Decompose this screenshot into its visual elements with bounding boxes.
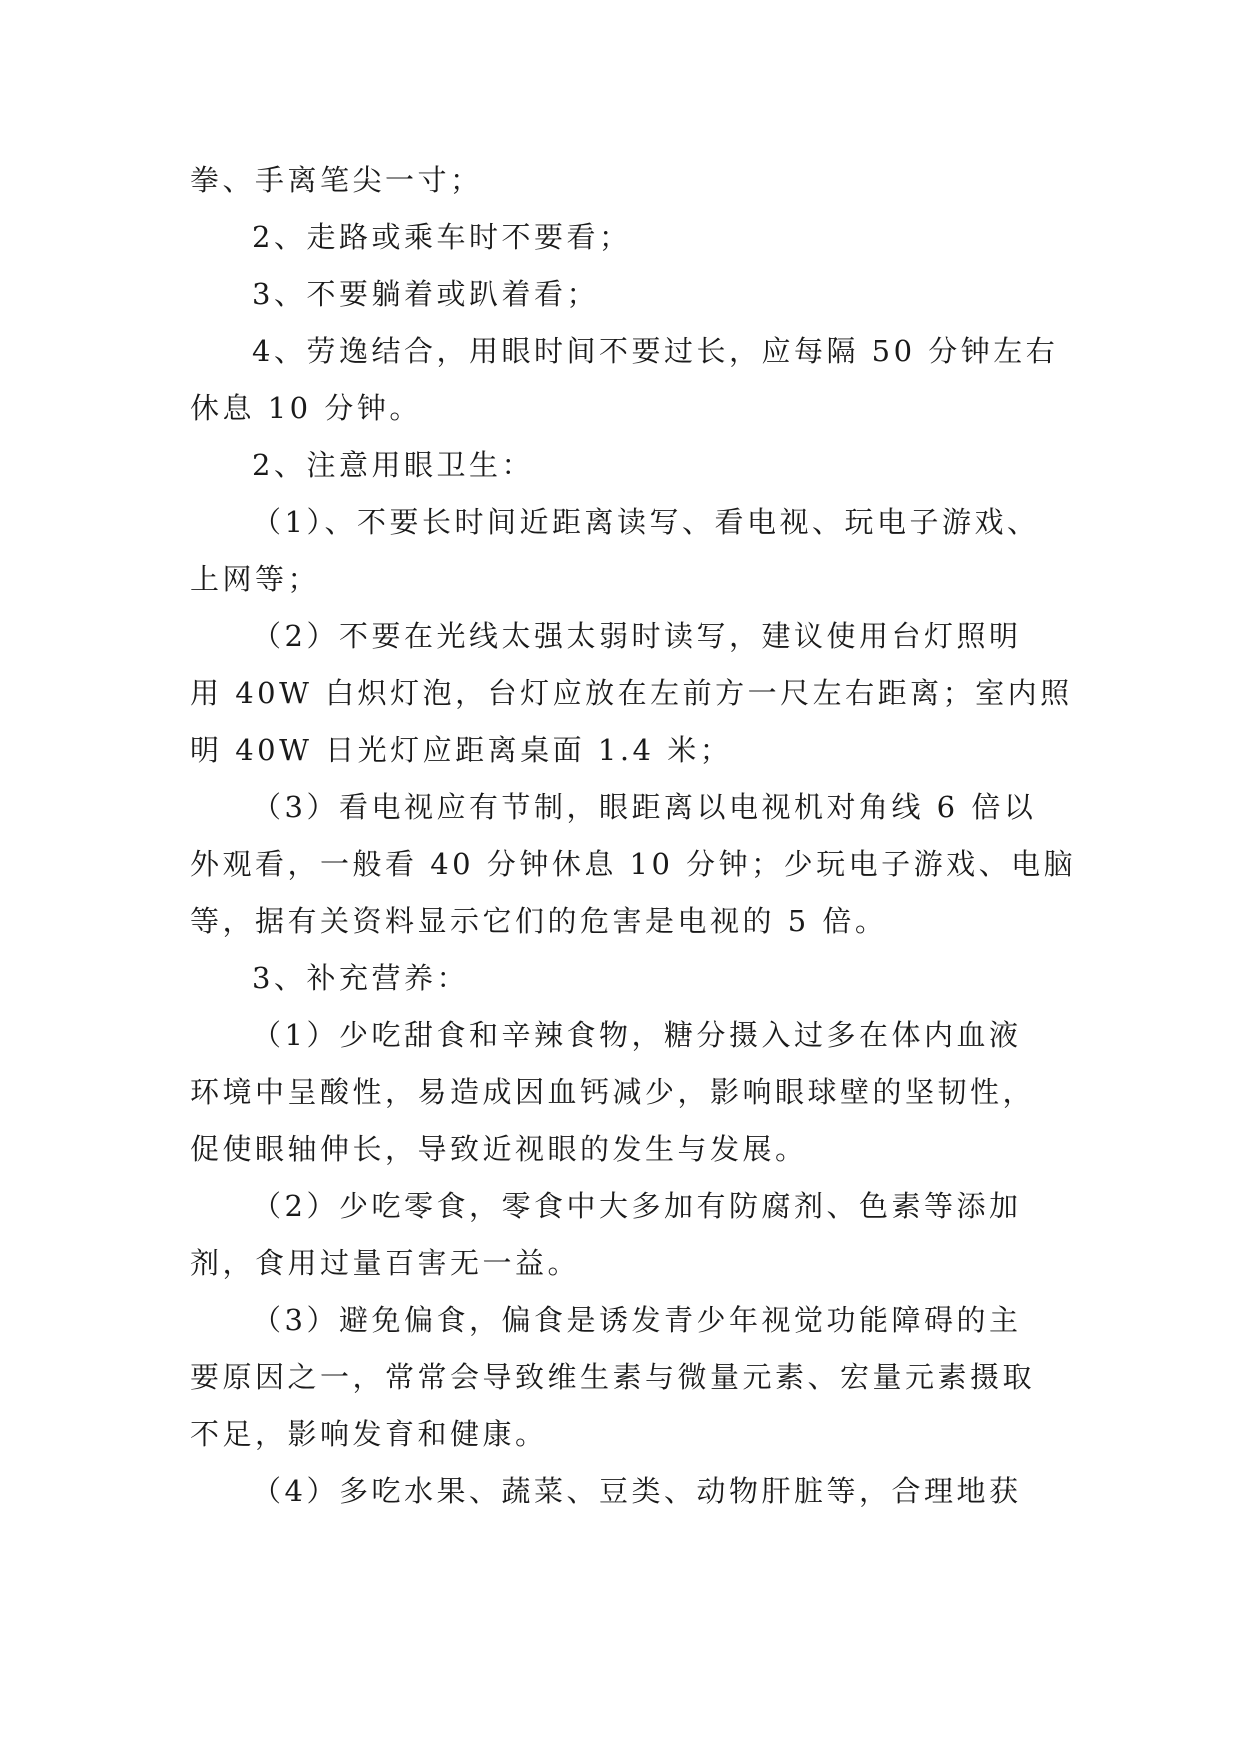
text-line: 2、走路或乘车时不要看； (252, 220, 632, 254)
text-line: 休息 10 分钟。 (190, 391, 422, 425)
text-line: 促使眼轴伸长，导致近视眼的发生与发展。 (190, 1132, 808, 1166)
text-line: （2）不要在光线太强太弱时读写，建议使用台灯照明 (252, 619, 1022, 653)
text-line: （1）少吃甜食和辛辣食物，糖分摄入过多在体内血液 (252, 1018, 1022, 1052)
text-line: （1）、不要长时间近距离读写、看电视、玩电子游戏、 (252, 505, 1040, 539)
text-line: 上网等； (190, 562, 321, 596)
text-line: （3）看电视应有节制，眼距离以电视机对角线 6 倍以 (252, 790, 1037, 824)
text-line: （3）避免偏食，偏食是诱发青少年视觉功能障碍的主 (252, 1303, 1022, 1337)
text-line: 外观看，一般看 40 分钟休息 10 分钟；少玩电子游戏、电脑 (190, 847, 1077, 881)
section-heading: 2、注意用眼卫生： (252, 448, 534, 482)
text-line: 明 40W 日光灯应距离桌面 1.4 米； (190, 733, 733, 767)
text-line: （4）多吃水果、蔬菜、豆类、动物肝脏等，合理地获 (252, 1474, 1022, 1508)
text-line: 等，据有关资料显示它们的危害是电视的 5 倍。 (190, 904, 888, 938)
text-line: 拳、手离笔尖一寸； (190, 163, 483, 197)
section-heading: 3、补充营养： (252, 961, 469, 995)
text-line: （2）少吃零食，零食中大多加有防腐剂、色素等添加 (252, 1189, 1022, 1223)
text-line: 要原因之一，常常会导致维生素与微量元素、宏量元素摄取 (190, 1360, 1036, 1394)
text-line: 剂，食用过量百害无一益。 (190, 1246, 581, 1280)
text-line: 4、劳逸结合，用眼时间不要过长，应每隔 50 分钟左右 (252, 334, 1059, 368)
text-line: 用 40W 白炽灯泡，台灯应放在左前方一尺左右距离；室内照 (190, 676, 1073, 710)
text-line: 环境中呈酸性，易造成因血钙减少，影响眼球壁的坚韧性， (190, 1075, 1036, 1109)
text-line: 3、不要躺着或趴着看； (252, 277, 599, 311)
text-line: 不足，影响发育和健康。 (190, 1417, 548, 1451)
